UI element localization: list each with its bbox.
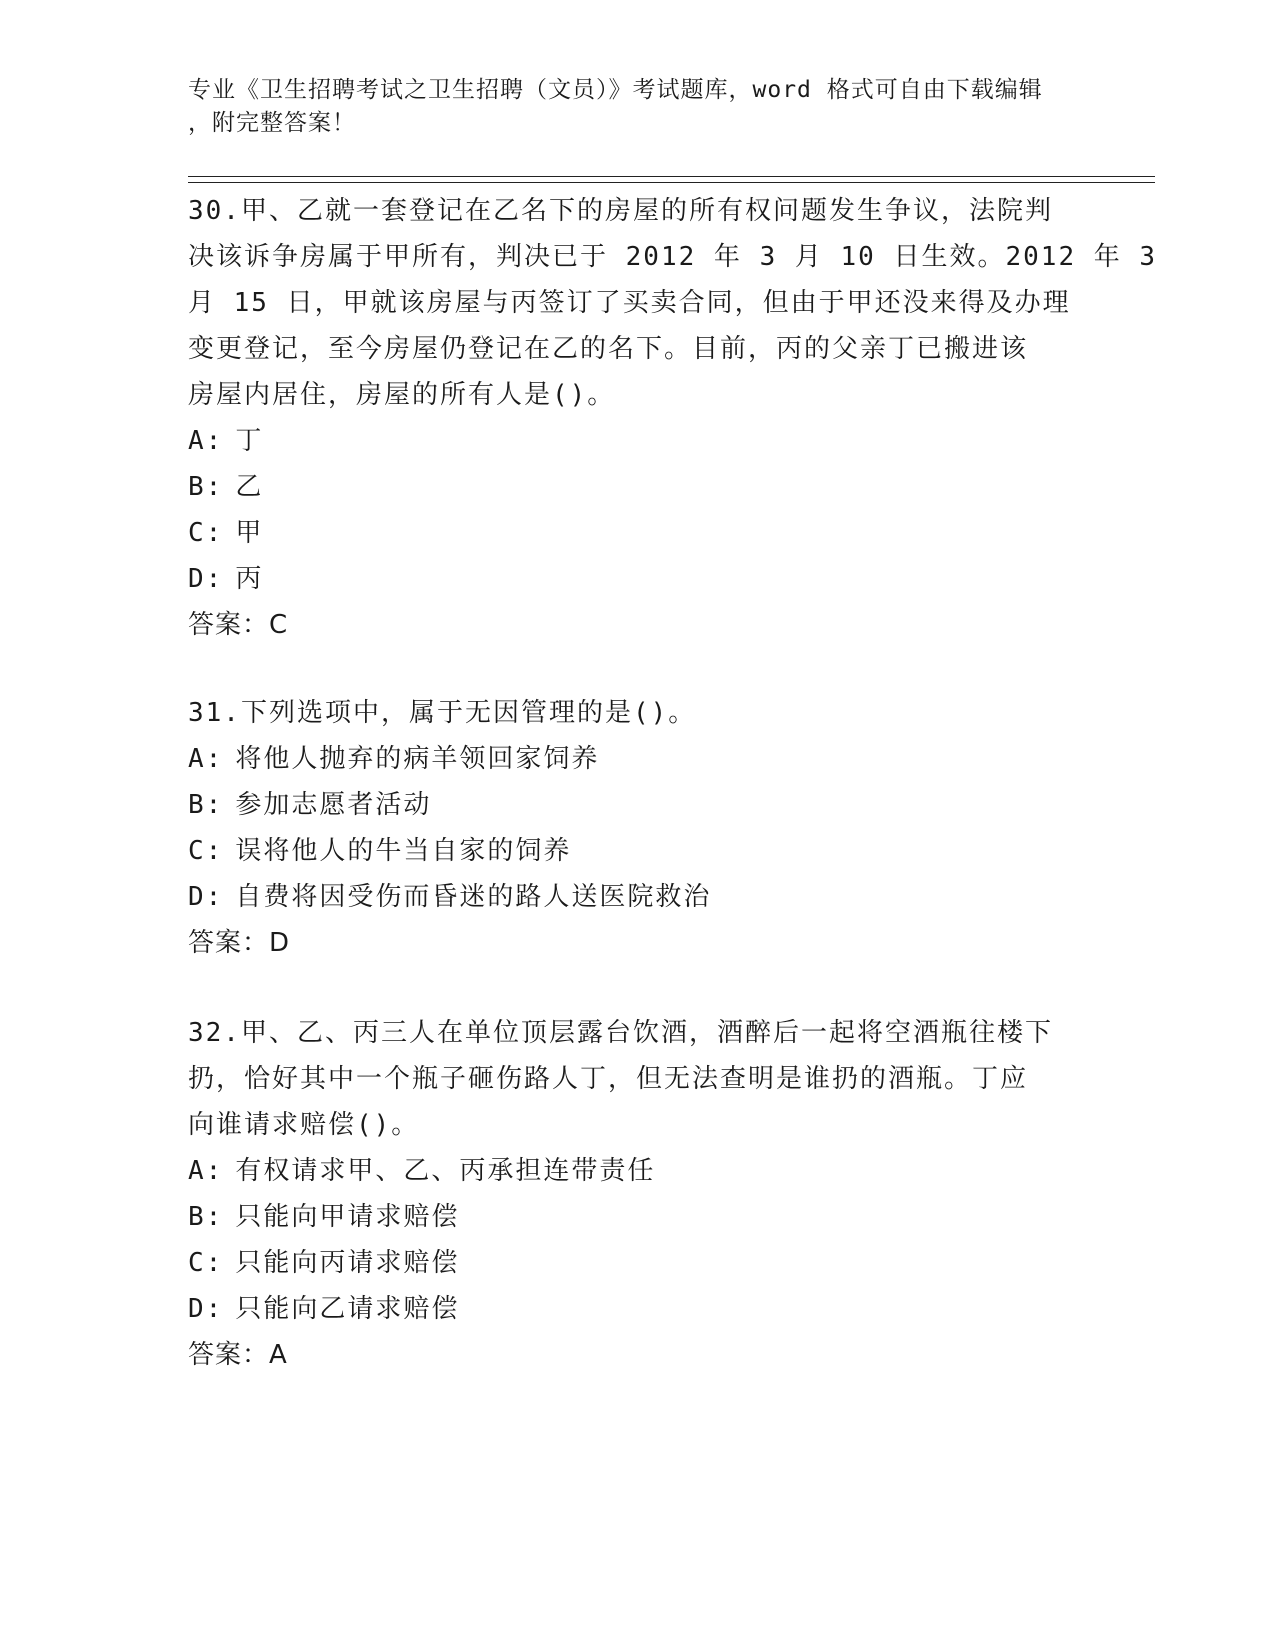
option-letter: C: — [188, 1248, 224, 1278]
question-stem-line: 向谁请求赔偿()。 — [188, 1110, 420, 1140]
option-text: 误将他人的牛当自家的饲养 — [235, 836, 572, 866]
question-stem-line: 31.下列选项中，属于无因管理的是()。 — [188, 698, 697, 728]
question-stem-line: 决该诉争房属于甲所有，判决已于 2012 年 3 月 10 日生效。2012 年 3 — [188, 242, 1158, 272]
header-line-1: 专业《卫生招聘考试之卫生招聘（文员）》考试题库，word 格式可自由下载编辑 — [188, 77, 1043, 103]
option-text: 将他人抛弃的病羊领回家饲养 — [235, 744, 600, 774]
answer-line: 答案：C — [188, 610, 289, 640]
header-line-2: ，附完整答案！ — [188, 110, 356, 136]
question-stem-line: 房屋内居住，房屋的所有人是()。 — [188, 380, 616, 410]
question-stem-line: 32.甲、乙、丙三人在单位顶层露台饮酒，酒醉后一起将空酒瓶往楼下 — [188, 1018, 1053, 1048]
option-a — [188, 418, 1088, 464]
option-letter: A: — [188, 426, 224, 456]
option-letter: D: — [188, 882, 224, 912]
option-text: 参加志愿者活动 — [235, 790, 432, 820]
header-divider-top — [188, 176, 1155, 177]
option-text: 丙 — [235, 564, 264, 594]
option-text: 甲 — [235, 518, 264, 548]
question-stem-line: 扔，恰好其中一个瓶子砸伤路人丁，但无法查明是谁扔的酒瓶。丁应 — [188, 1064, 1029, 1094]
option-letter: A: — [188, 744, 224, 774]
option-letter: D: — [188, 1294, 224, 1324]
option-text: 只能向乙请求赔偿 — [235, 1294, 460, 1324]
option-d — [188, 874, 1088, 920]
question-30 — [188, 188, 1158, 648]
option-letter: D: — [188, 564, 224, 594]
option-c — [188, 828, 1088, 874]
question-stem-line: 变更登记，至今房屋仍登记在乙的名下。目前，丙的父亲丁已搬进该 — [188, 334, 1029, 364]
document-header — [188, 74, 1088, 140]
option-a — [188, 1148, 1088, 1194]
question-31 — [188, 690, 1088, 966]
question-stem-line: 30.甲、乙就一套登记在乙名下的房屋的所有权问题发生争议，法院判 — [188, 196, 1053, 226]
option-letter: C: — [188, 518, 224, 548]
option-letter: A: — [188, 1156, 224, 1186]
question-stem-line: 月 15 日，甲就该房屋与丙签订了买卖合同，但由于甲还没来得及办理 — [188, 288, 1071, 318]
option-d — [188, 556, 1088, 602]
answer-line: 答案：A — [188, 1340, 288, 1370]
option-text: 只能向丙请求赔偿 — [235, 1248, 460, 1278]
option-letter: B: — [188, 1202, 224, 1232]
option-b — [188, 782, 1088, 828]
question-32 — [188, 1010, 1088, 1378]
option-c — [188, 1240, 1088, 1286]
option-c — [188, 510, 1088, 556]
option-text: 只能向甲请求赔偿 — [235, 1202, 460, 1232]
option-text: 自费将因受伤而昏迷的路人送医院救治 — [235, 882, 712, 912]
option-text: 有权请求甲、乙、丙承担连带责任 — [235, 1156, 656, 1186]
option-letter: B: — [188, 790, 224, 820]
option-text: 乙 — [235, 472, 264, 502]
answer-line: 答案：D — [188, 928, 291, 958]
option-b — [188, 464, 1088, 510]
option-letter: B: — [188, 472, 224, 502]
option-d — [188, 1286, 1088, 1332]
option-letter: C: — [188, 836, 224, 866]
option-text: 丁 — [235, 426, 264, 456]
option-b — [188, 1194, 1088, 1240]
option-a — [188, 736, 1088, 782]
header-divider-bottom — [188, 182, 1155, 183]
